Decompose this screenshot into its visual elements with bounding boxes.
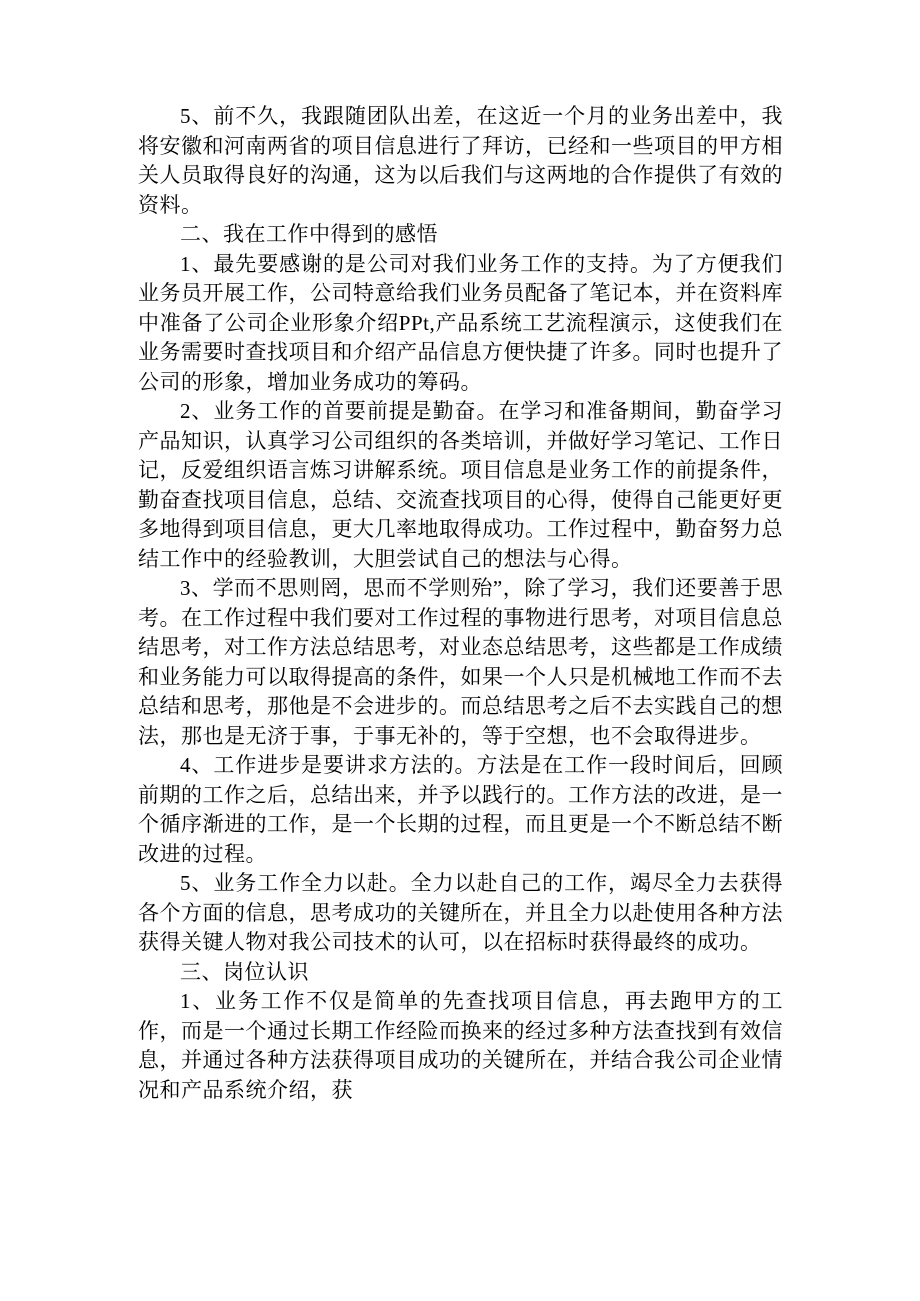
paragraph: 3、学而不思则罔，思而不学则殆”，除了学习，我们还要善于思考。在工作过程中我们要对工作过程的事物进行思考，对项目信息总结思考，对工作方法总结思考，对业态总结思考，这些都是工作成绩和业务能力可以取得提高的条件，如果一个人只是机械地工作而不去总结和思考，那他是不会进步的。而总结思考之后不去实践自己的想法，那也是无济于事，于事无补的，等于空想，也不会取得进步。: [138, 576, 783, 748]
paragraph: 1、最先要感谢的是公司对我们业务工作的支持。为了方便我们业务员开展工作，公司特意给我们业务员配备了笔记本，并在资料库中准备了公司企业形象介绍PPt,产品系统工艺流程演示，这使我们在业务需要时查找项目和介绍产品信息方便快捷了许多。同时也提升了公司的形象，增加业务成功的筹码。: [138, 251, 783, 394]
paragraph: 5、前不久，我跟随团队出差，在这近一个月的业务出差中，我将安徽和河南两省的项目信息进行了拜访，已经和一些项目的甲方相关人员取得良好的沟通，这为以后我们与这两地的合作提供了有效的资料。: [138, 104, 783, 217]
section-heading: 二、我在工作中得到的感悟: [180, 222, 438, 246]
paragraph: 4、工作进步是要讲求方法的。方法是在工作一段时间后，回顾前期的工作之后，总结出来，并予以践行的。工作方法的改进，是一个循序渐进的工作，是一个长期的过程，而且更是一个不断总结不断改进的过程。: [138, 753, 783, 866]
paragraph: 1、业务工作不仅是简单的先查找项目信息，再去跑甲方的工作，而是一个通过长期工作经险而换来的经过多种方法查找到有效信息，并通过各种方法获得项目成功的关键所在，并结合我公司企业情况和产品系统介绍，获: [138, 989, 783, 1102]
document-body: [138, 102, 783, 1105]
section-heading: 三、岗位认识: [180, 959, 309, 984]
paragraph: 2、业务工作的首要前提是勤奋。在学习和准备期间，勤奋学习产品知识，认真学习公司组织的各类培训，并做好学习笔记、工作日记，反爱组织语言炼习讲解系统。项目信息是业务工作的前提条件，勤奋查找项目信息，总结、交流查找项目的心得，使得自己能更好更多地得到项目信息，更大几率地取得成功。工作过程中，勤奋努力总结工作中的经验教训，大胆尝试自己的想法与心得。: [138, 399, 783, 571]
paragraph: 5、业务工作全力以赴。全力以赴自己的工作，竭尽全力去获得各个方面的信息，思考成功的关键所在，并且全力以赴使用各种方法获得关键人物对我公司技术的认可，以在招标时获得最终的成功。: [138, 871, 783, 954]
